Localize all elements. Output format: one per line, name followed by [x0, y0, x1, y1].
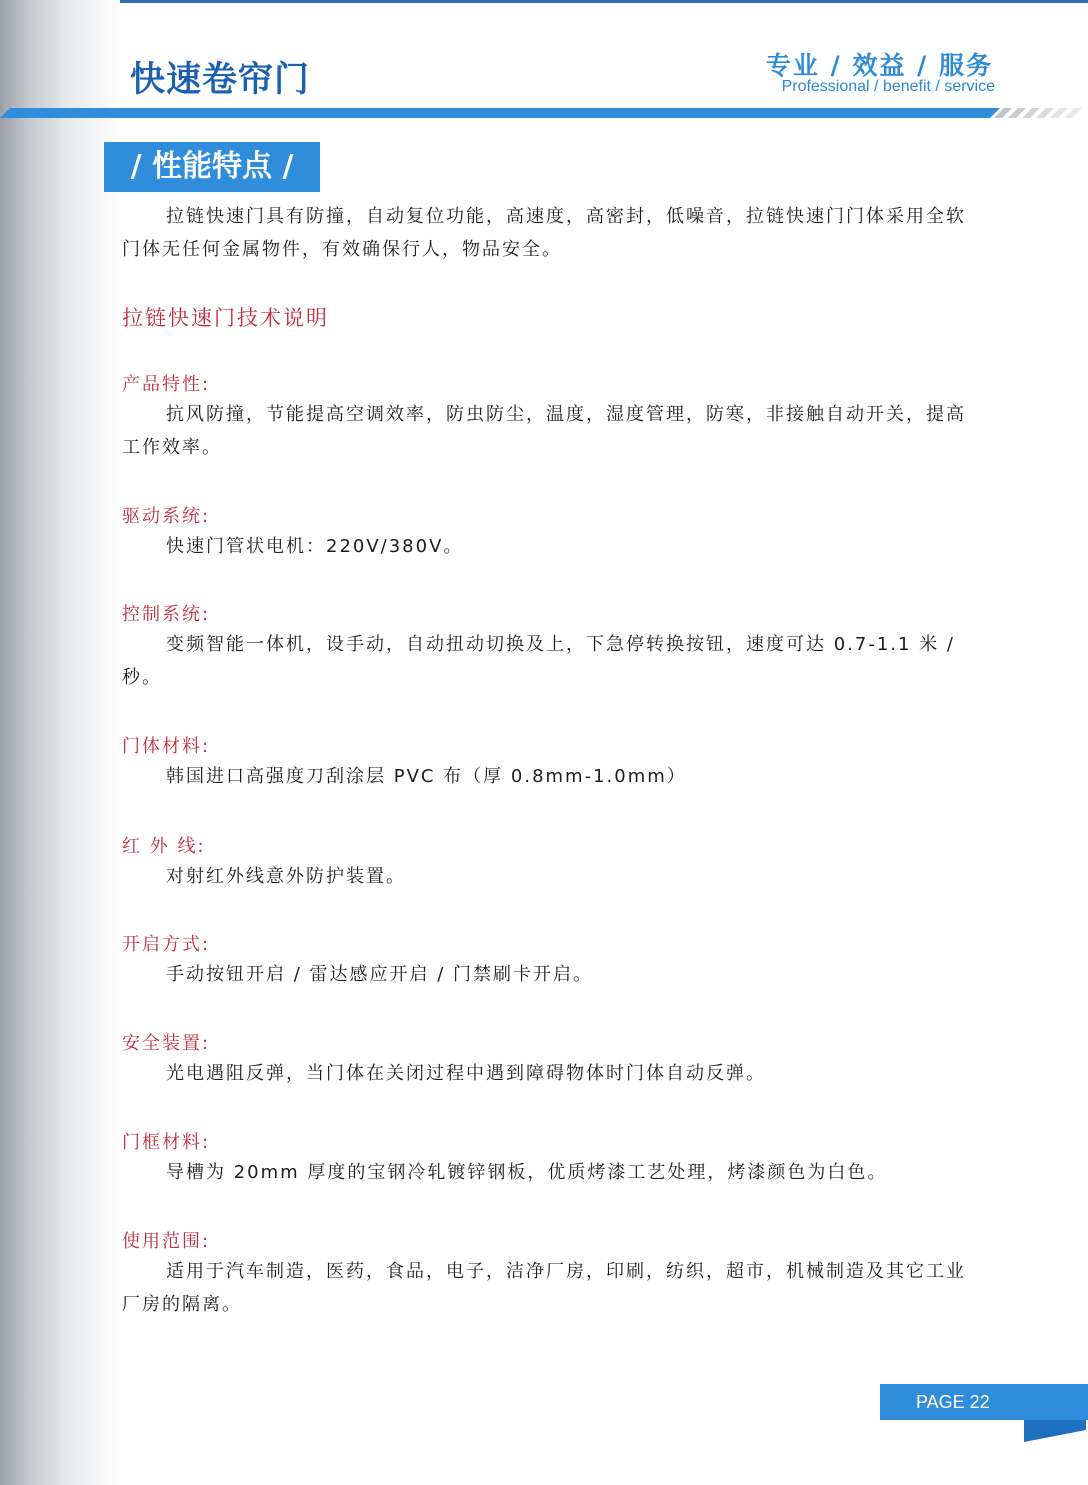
- spec-label-frame-material: 门框材料:: [122, 1132, 211, 1153]
- spec-label-door-material: 门体材料:: [122, 736, 211, 757]
- spec-label-features: 产品特性:: [122, 374, 211, 395]
- header-divider-bar: [0, 100, 1088, 120]
- spec-label-safety: 安全装置:: [122, 1033, 211, 1054]
- slogan-chinese: 专业 / 效益 / 服务: [765, 51, 993, 80]
- spec-text-door-material: 韩国进口高强度刀刮涂层 PVC 布（厚 0.8mm-1.0mm）: [166, 766, 687, 787]
- spec-text-drive: 快速门管状电机：220V/380V。: [166, 536, 464, 557]
- spec-text-opening: 手动按钮开启 / 雷达感应开启 / 门禁刷卡开启。: [166, 964, 594, 985]
- spec-text-safety: 光电遇阻反弹，当门体在关闭过程中遇到障碍物体时门体自动反弹。: [166, 1063, 766, 1084]
- spec-text-usage: 适用于汽车制造，医药，食品，电子，洁净厂房，印刷，纺织，超市，机械制造及其它工业厂房的隔离。: [122, 1261, 966, 1315]
- book-spine-shadow: [0, 0, 120, 1485]
- top-border-line: [0, 0, 1088, 3]
- spec-label-control: 控制系统:: [122, 604, 211, 625]
- spec-label-drive: 驱动系统:: [122, 506, 211, 527]
- brand-title: 快速卷帘门: [130, 59, 311, 100]
- page-number-tab: PAGE 22: [880, 1384, 1088, 1420]
- spec-text-frame-material: 导槽为 20mm 厚度的宝钢冷轧镀锌钢板，优质烤漆工艺处理，烤漆颜色为白色。: [166, 1162, 888, 1183]
- intro-paragraph: 拉链快速门具有防撞，自动复位功能，高速度，高密封，低噪音，拉链快速门门体采用全软门体无任何金属物件，有效确保行人，物品安全。: [122, 206, 966, 260]
- spec-label-usage: 使用范围:: [122, 1231, 211, 1252]
- spec-label-infrared: 红 外 线:: [122, 836, 206, 857]
- spec-label-opening: 开启方式:: [122, 934, 211, 955]
- page-tab-corner: [1020, 1418, 1088, 1444]
- tech-spec-title: 拉链快速门技术说明: [122, 306, 329, 330]
- slogan-english: Professional / benefit / service: [781, 78, 995, 95]
- spec-text-control: 变频智能一体机，设手动，自动扭动切换及上，下急停转换按钮，速度可达 0.7-1.1 米 / 秒。: [122, 634, 955, 688]
- section-heading: / 性能特点 /: [104, 142, 320, 192]
- spec-text-infrared: 对射红外线意外防护装置。: [166, 866, 406, 887]
- spec-text-features: 抗风防撞，节能提高空调效率，防虫防尘，温度，湿度管理，防寒，非接触自动开关，提高工作效率。: [122, 404, 966, 458]
